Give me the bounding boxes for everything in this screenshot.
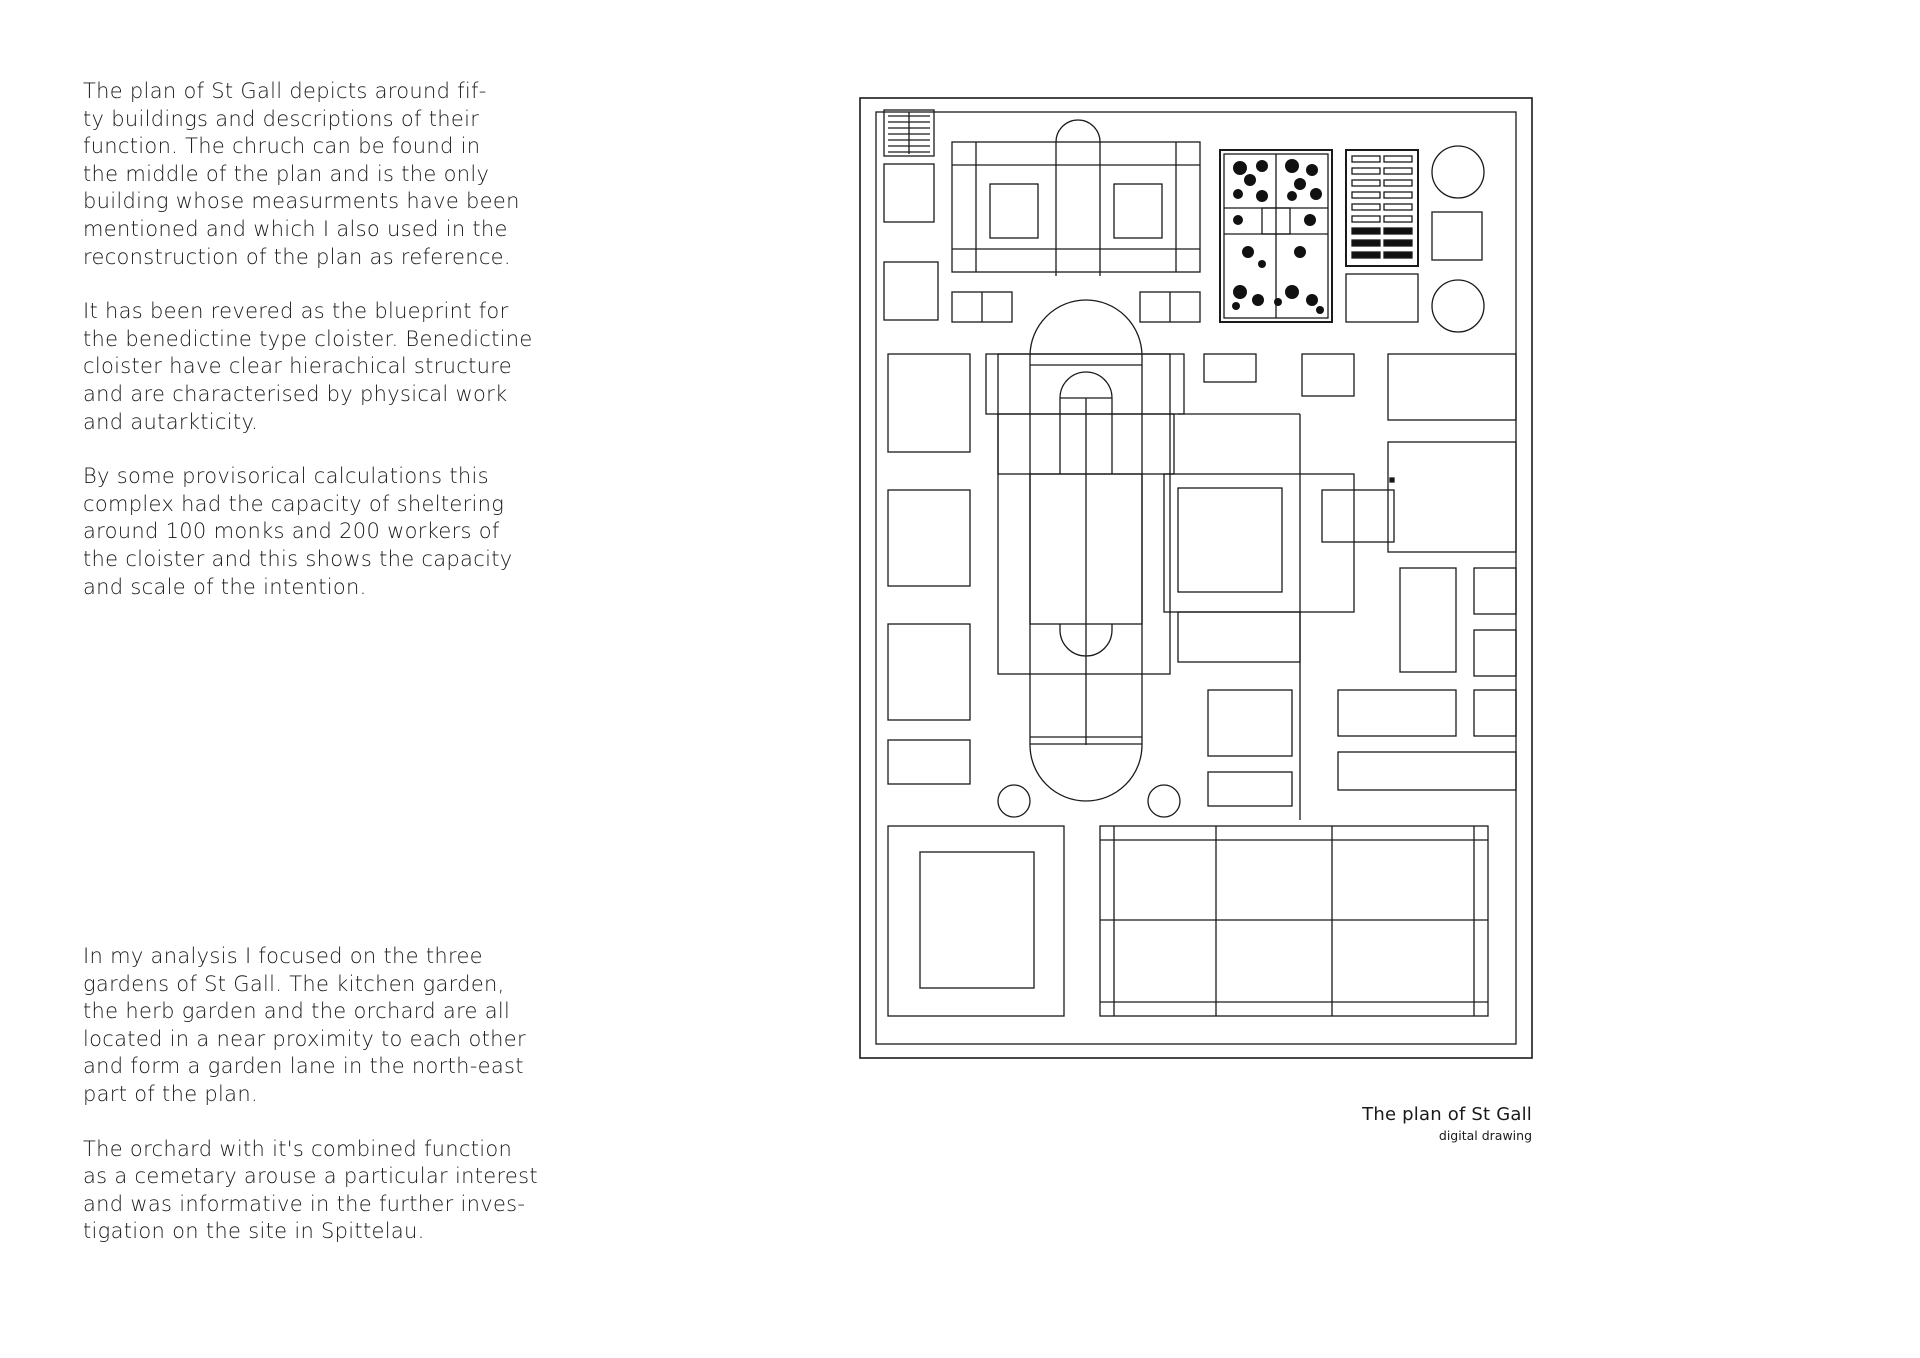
analysis-paragraph-1: In my analysis I focused on the three gardens of St Gall. The kitchen garden, the herb garden and the orchard are all located in a near proximity to each other and form a garden lane in the north-east part of the plan.: [83, 944, 526, 1106]
figure-caption-title: The plan of St Gall: [1362, 1104, 1532, 1125]
orchard: [1100, 826, 1488, 1016]
small-grid-building: [884, 110, 934, 156]
herb-garden: [1220, 150, 1332, 322]
intro-paragraph-3: By some provisorical calculations this complex had the capacity of sheltering around 100 monks and 200 workers of the cloister and this shows the capacity and scale of the intention.: [83, 464, 513, 599]
figure-caption-subtitle: digital drawing: [1438, 1128, 1532, 1143]
intro-paragraph-1: The plan of St Gall depicts around fif- ty buildings and descriptions of their function. The chruch can be found in the middle of the plan and is the only building whose measurments have been mentioned and which I also used in the reconstruction of the plan as reference.: [83, 79, 520, 269]
analysis-paragraph-2: The orchard with it's combined function as a cemetary arouse a particular interest and was informative in the further inves- tigation on the site in Spittelau.: [83, 1136, 538, 1244]
intro-paragraph-2: It has been revered as the blueprint for the benedictine type cloister. Benedictine cloister have clear hierachical structure and are characterised by physical work and autarkticity.: [83, 299, 533, 434]
top-courts-block: [952, 120, 1200, 276]
kitchen-garden: [1346, 150, 1418, 266]
church: [986, 300, 1354, 820]
